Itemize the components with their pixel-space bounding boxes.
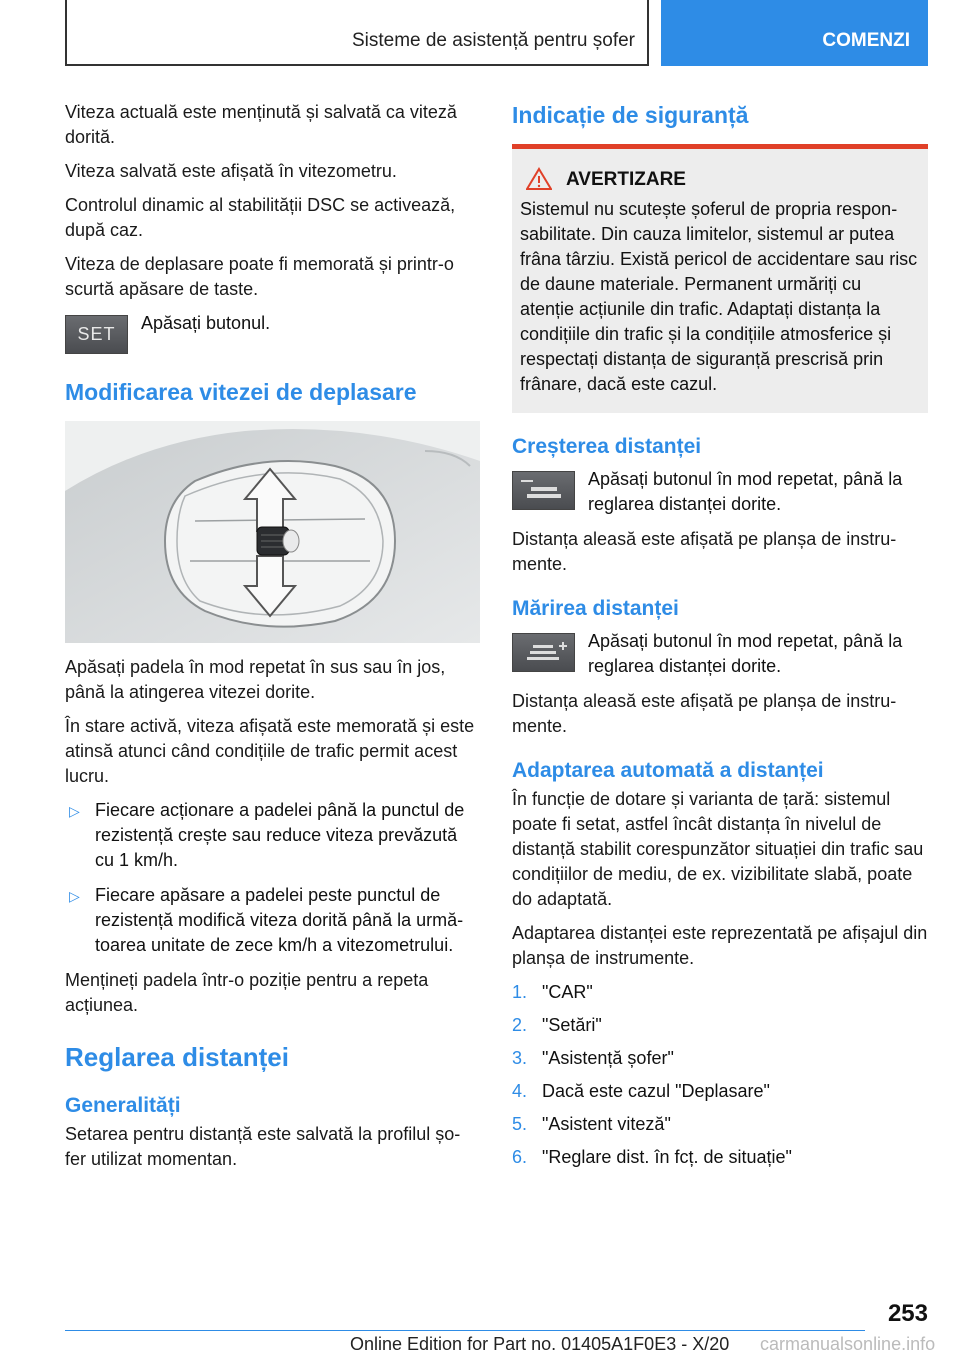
footer-watermark: carmanualsonline.info [760,1334,936,1354]
step-text: "Asistent viteză" [542,1114,671,1134]
warning-box [512,144,928,413]
heading-general: Generalități [65,1094,181,1117]
list-item [65,883,480,958]
distance-increase-button-icon [512,633,575,672]
list-item [65,798,480,873]
right-column [512,100,928,1178]
paragraph: Distanța aleasă este afișată pe planșa de instru-mente. [512,691,897,736]
list-item [512,980,928,1005]
list-item [512,1079,928,1104]
triangle-bullet-icon: ▷ [69,803,80,819]
step-number: 1. [512,982,528,1002]
increase-button-text: Apăsați butonul în mod repetat, până la reglarea distanței dorite. [588,469,903,514]
tab-comenzi-label: COMENZI [822,30,910,51]
paragraph: Distanța aleasă este afișată pe planșa de instru-mente. [512,529,897,574]
set-button-text: Apăsați butonul. [141,313,271,333]
heading-auto-distance: Adaptarea automată a distanței [512,759,824,782]
paragraph: Setarea pentru distanță este salvată la profilul șo-fer utilizat momentan. [65,1124,461,1169]
step-number: 6. [512,1147,528,1167]
paragraph: În funcție de dotare și varianta de țară: sistemul poate fi setat, astfel încât distanța în nivelul de distanță stabilit corespunzător situației din trafic sau condițiilor de mediu, de ex. vizibilitate slabă, poate do adaptată. [512,789,924,909]
step-number: 3. [512,1048,528,1068]
heading-distance-setting: Reglarea distanței [65,1042,289,1072]
warning-title [566,169,920,191]
step-text: "Setări" [542,1015,602,1035]
page-header [65,0,928,66]
distance-bars-icon [519,478,569,504]
set-button-icon [65,315,128,354]
list-item-text: Fiecare apăsare a padelei peste punctul de rezistență modifică viteza dorită până la urmă-toarea unitate de zece km/h a vitezometrului. [95,885,464,955]
paragraph: Viteza actuală este menținută și salvată ca viteză dorită. [65,102,457,147]
warning-triangle-icon [526,167,552,191]
heading-increase-distance: Creșterea distanței [512,435,702,458]
enlarge-button-text: Apăsați butonul în mod repetat, până la reglarea distanței dorite. [588,631,903,676]
left-column [65,100,480,1181]
step-number: 4. [512,1081,528,1101]
step-text: Dacă este cazul "Deplasare" [542,1081,770,1101]
warning-body: Sistemul nu scutește șoferul de propria respon-sabilitate. Din cauza limitelor, sistemul ar putea frâna târziu. Există pericol de accidentare sau risc de daune materiale. Permanent urmăriți cu atenție acțiunile din trafic. Adaptați distanța la condițiile din trafic și la condițiile atmosferice și respectați distanța de siguranță prescrisă prin frânare, dacă este cazul. [520,199,918,394]
tab-comenzi[interactable] [661,0,928,66]
paragraph: Controlul dinamic al stabilității DSC se activează, după caz. [65,195,456,240]
header-title-box [65,0,649,66]
list-item [512,1013,928,1038]
distance-bars-plus-icon [519,640,569,666]
paragraph: Apăsați padela în mod repetat în sus sau în jos, până la atingerea vitezei dorite. [65,657,446,702]
heading-enlarge-distance: Mărirea distanței [512,597,679,620]
header-title: Sisteme de asistență pentru șofer [351,30,635,51]
paragraph: Viteza salvată este afișată în vitezometru. [65,161,397,181]
paragraph: Adaptarea distanței este reprezentată pe afișajul din planșa de instrumente. [512,923,928,968]
list-item [512,1046,928,1071]
step-text: "Reglare dist. în fcț. de situație" [542,1147,792,1167]
set-button-icon-label: SET [77,324,116,344]
paragraph: În stare activă, viteza afișată este memorată și este atinsă atunci când condițiile de trafic permit acest lucru. [65,716,475,786]
step-number: 2. [512,1015,528,1035]
set-button-row [65,311,480,355]
distance-decrease-button-icon [512,471,575,510]
step-text: "CAR" [542,982,593,1002]
triangle-bullet-icon: ▷ [69,888,80,904]
steps-list [512,980,928,1170]
footer-divider [65,1330,865,1331]
paragraph: Mențineți padela într-o poziție pentru a repeta acțiunea. [65,970,429,1015]
heading-safety-note: Indicație de siguranță [512,102,749,128]
list-item [512,1145,928,1170]
steering-wheel-paddle-illustration [65,421,480,643]
enlarge-button-row [512,629,928,679]
paragraph: Viteza de deplasare poate fi memorată și printr-o scurtă apăsare de taste. [65,254,454,299]
page-number: 253 [887,1300,928,1327]
warning-title-text: AVERTIZARE [566,169,686,190]
footer-edition: Online Edition for Part no. 01405A1F0E3 - X/20 [350,1334,730,1354]
list-item-text: Fiecare acționare a padelei până la punctul de rezistență crește sau reduce viteza prevăzută cu 1 km/h. [95,800,465,870]
step-text: "Asistență șofer" [542,1048,674,1068]
steering-wheel-paddle-photo [65,421,480,643]
list-item [512,1112,928,1137]
increase-button-row [512,467,928,517]
step-number: 5. [512,1114,528,1134]
heading-modify-speed: Modificarea vitezei de deplasare [65,379,417,405]
